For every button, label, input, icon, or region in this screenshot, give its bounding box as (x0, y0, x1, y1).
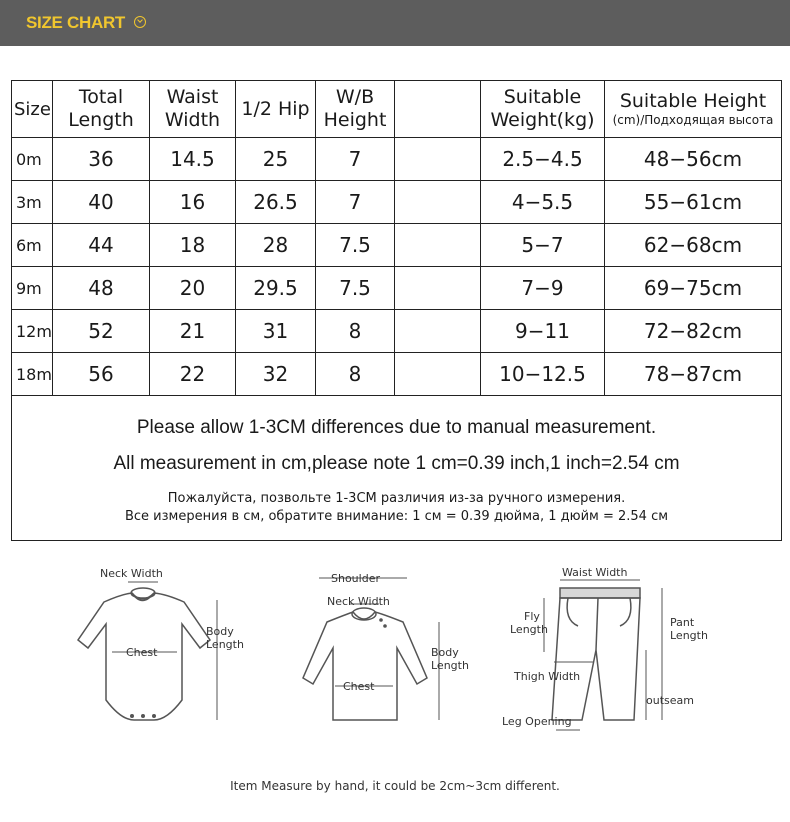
label-chest: Chest (343, 680, 375, 693)
header-waist-width: Waist Width (150, 81, 236, 138)
cell-total: 48 (53, 267, 150, 310)
header-wb-height: W/B Height (316, 81, 395, 138)
label-length: Length (206, 638, 244, 651)
cell-weight: 4−5.5 (481, 181, 605, 224)
cell-blank (395, 310, 481, 353)
table-row (12, 138, 782, 181)
cell-size: 3m (12, 181, 53, 224)
cell-blank (395, 224, 481, 267)
cell-hip: 31 (236, 310, 316, 353)
cell-blank (395, 267, 481, 310)
label-waist-width: Waist Width (562, 566, 628, 579)
cell-total: 52 (53, 310, 150, 353)
cell-height: 55−61cm (605, 181, 782, 224)
size-chart-table (11, 80, 782, 541)
cell-weight: 7−9 (481, 267, 605, 310)
cell-waist: 20 (150, 267, 236, 310)
label-chest: Chest (126, 646, 158, 659)
label-shoulder: Shoulder (331, 572, 380, 585)
cell-weight: 5−7 (481, 224, 605, 267)
cell-wb: 7 (316, 181, 395, 224)
shirt-diagram (267, 560, 477, 735)
cell-weight: 9−11 (481, 310, 605, 353)
cell-total: 36 (53, 138, 150, 181)
cell-size: 6m (12, 224, 53, 267)
label-pant-length: Length (670, 629, 708, 642)
cell-waist: 14.5 (150, 138, 236, 181)
bodysuit-diagram (42, 560, 252, 735)
table-row (12, 353, 782, 396)
cell-size: 9m (12, 267, 53, 310)
pants-diagram (498, 560, 738, 755)
label-neck-width: Neck Width (100, 567, 163, 580)
footer-note: Item Measure by hand, it could be 2cm~3cm different. (230, 779, 560, 793)
cell-wb: 8 (316, 310, 395, 353)
cell-size: 12m (12, 310, 53, 353)
size-chart-banner (0, 0, 790, 46)
label-thigh-width: Thigh Width (514, 670, 581, 683)
label-fly-length: Length (510, 623, 548, 636)
table-header-row (12, 81, 782, 138)
header-blank (395, 81, 481, 138)
label-body: Body (206, 625, 234, 638)
label-body: Body (431, 646, 459, 659)
table-row (12, 310, 782, 353)
note-line-3: Пожалуйста, позвольте 1-3CM различия из-за ручного измерения. (167, 490, 626, 506)
cell-waist: 21 (150, 310, 236, 353)
banner-title: SIZE CHART (26, 13, 126, 32)
cell-size: 0m (12, 138, 53, 181)
label-leg-opening: Leg Opening (502, 715, 572, 728)
cell-height: 72−82cm (605, 310, 782, 353)
cell-hip: 28 (236, 224, 316, 267)
cell-weight: 2.5−4.5 (481, 138, 605, 181)
header-height: Suitable Height (cm)/Подходящая высота (605, 81, 782, 138)
label-pant: Pant (670, 616, 695, 629)
cell-size: 18m (12, 353, 53, 396)
label-outseam: outseam (646, 694, 694, 707)
table-row (12, 181, 782, 224)
cell-wb: 7.5 (316, 267, 395, 310)
table-row (12, 224, 782, 267)
cell-wb: 7 (316, 138, 395, 181)
cell-blank (395, 138, 481, 181)
header-total-length: Total Length (53, 81, 150, 138)
cell-waist: 16 (150, 181, 236, 224)
header-weight: Suitable Weight(kg) (481, 81, 605, 138)
chevron-down-circle-icon (134, 16, 146, 28)
cell-total: 56 (53, 353, 150, 396)
cell-hip: 32 (236, 353, 316, 396)
cell-hip: 26.5 (236, 181, 316, 224)
cell-waist: 22 (150, 353, 236, 396)
notes-box (12, 396, 782, 541)
note-line-1: Please allow 1-3CM differences due to manual measurement. (136, 416, 657, 438)
cell-blank (395, 353, 481, 396)
cell-wb: 7.5 (316, 224, 395, 267)
label-length: Length (431, 659, 469, 672)
header-half-hip: 1/2 Hip (236, 81, 316, 138)
cell-height: 78−87cm (605, 353, 782, 396)
label-fly: Fly (524, 610, 540, 623)
table-row (12, 267, 782, 310)
header-size: Size (12, 81, 53, 138)
cell-hip: 25 (236, 138, 316, 181)
cell-weight: 10−12.5 (481, 353, 605, 396)
cell-wb: 8 (316, 353, 395, 396)
label-neck-width: Neck Width (327, 595, 390, 608)
cell-height: 62−68cm (605, 224, 782, 267)
cell-blank (395, 181, 481, 224)
cell-total: 40 (53, 181, 150, 224)
cell-waist: 18 (150, 224, 236, 267)
note-line-4: Все измерения в см, обратите внимание: 1 см = 0.39 дюйма, 1 дюйм = 2.54 см (124, 508, 669, 524)
cell-total: 44 (53, 224, 150, 267)
cell-hip: 29.5 (236, 267, 316, 310)
cell-height: 69−75cm (605, 267, 782, 310)
cell-height: 48−56cm (605, 138, 782, 181)
note-line-2: All measurement in cm,please note 1 cm=0.39 inch,1 inch=2.54 cm (113, 452, 680, 474)
